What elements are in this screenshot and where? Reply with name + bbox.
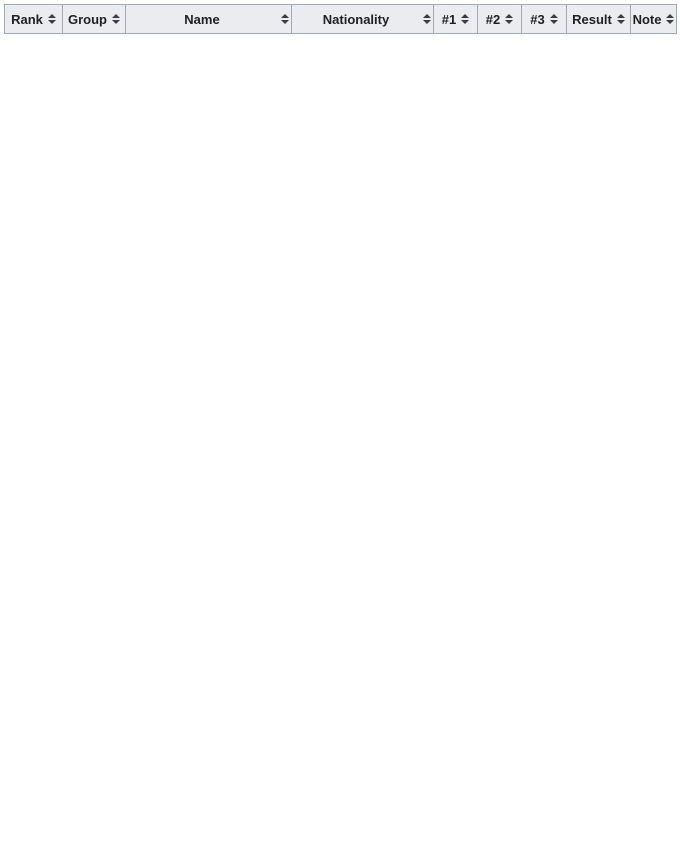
column-header-group[interactable] bbox=[63, 5, 126, 34]
qualification-results-table bbox=[4, 4, 677, 34]
column-header-attempt2[interactable] bbox=[478, 5, 522, 34]
column-header-name[interactable] bbox=[126, 5, 292, 34]
sort-icon bbox=[281, 14, 289, 24]
column-label: Nationality bbox=[322, 11, 390, 27]
column-header-result[interactable] bbox=[567, 5, 631, 34]
column-header-nationality[interactable] bbox=[292, 5, 434, 34]
header-row bbox=[5, 5, 677, 34]
column-label: Rank bbox=[11, 11, 43, 27]
sort-icon bbox=[461, 14, 469, 24]
column-header-attempt1[interactable] bbox=[434, 5, 478, 34]
column-label: Name bbox=[184, 11, 220, 27]
column-label: #3 bbox=[530, 11, 545, 27]
column-header-note[interactable] bbox=[631, 5, 677, 34]
sort-icon bbox=[550, 14, 558, 24]
column-label: Result bbox=[572, 11, 612, 27]
column-header-rank[interactable] bbox=[5, 5, 63, 34]
page-container bbox=[0, 0, 680, 34]
sort-icon bbox=[666, 14, 674, 24]
sort-icon bbox=[48, 14, 56, 24]
sort-icon bbox=[617, 14, 625, 24]
sort-icon bbox=[423, 14, 431, 24]
sort-icon bbox=[112, 14, 120, 24]
column-label: Group bbox=[68, 11, 107, 27]
column-header-attempt3[interactable] bbox=[522, 5, 567, 34]
column-label: #2 bbox=[485, 11, 501, 27]
column-label: Note bbox=[632, 11, 662, 27]
column-label: #1 bbox=[441, 11, 457, 27]
sort-icon bbox=[505, 14, 513, 24]
